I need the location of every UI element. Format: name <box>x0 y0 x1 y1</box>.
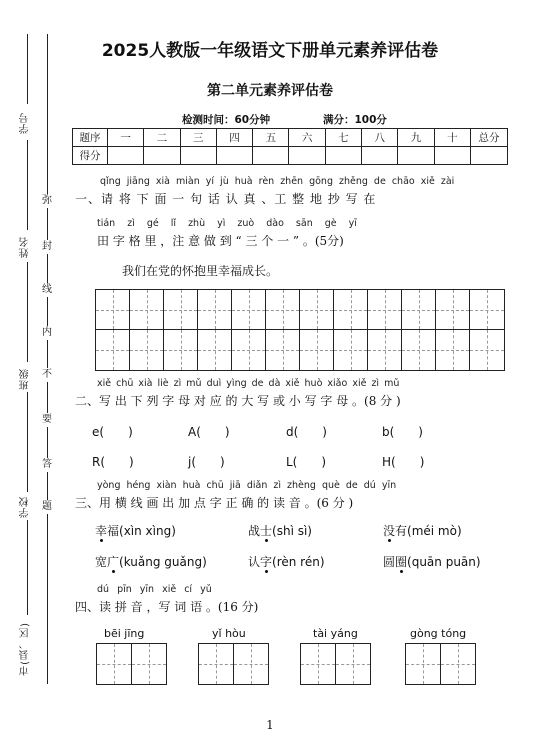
header-cell: 一 <box>108 129 144 147</box>
header-cell: 六 <box>289 129 325 147</box>
word-pinyin: yǐ hòu <box>212 627 246 640</box>
table-header-row <box>73 129 508 147</box>
letter-blank[interactable]: j( ) <box>188 455 225 469</box>
header-cell: 十 <box>434 129 470 147</box>
q1-sentence: 我们在党的怀抱里幸福成长。 <box>122 264 279 278</box>
letter-blank[interactable]: L( ) <box>286 455 327 469</box>
word-writing-box[interactable] <box>300 643 371 685</box>
word-pinyin: gòng tóng <box>410 627 467 640</box>
binding-line <box>47 34 48 684</box>
tian-cell[interactable] <box>199 644 234 684</box>
seal-char: 要 <box>42 414 52 425</box>
score-cell[interactable] <box>253 147 289 165</box>
score-cell[interactable] <box>289 147 325 165</box>
word-writing-box[interactable] <box>96 643 167 685</box>
score-cell[interactable] <box>144 147 180 165</box>
page-title: 2025人教版一年级语文下册单元素养评估卷 <box>101 41 439 61</box>
letter-blank[interactable]: R( ) <box>92 455 134 469</box>
tian-cell[interactable] <box>336 644 370 684</box>
tian-cell[interactable] <box>441 644 475 684</box>
q3-pinyin: yòng héng xiàn huà chū jiā diǎn zì zhèng què de dú yīn <box>97 480 397 491</box>
page-number: 1 <box>266 718 274 732</box>
dotted-char: 字 <box>260 555 273 569</box>
letter-blank[interactable]: d( ) <box>286 425 327 439</box>
item-prefix: 认 <box>248 555 261 569</box>
q2-pinyin: xiě chū xià liè zì mǔ duì yìng de dà xiě huò xiǎo xiě zì mǔ <box>97 378 400 389</box>
seal-char: 弥 <box>42 195 52 206</box>
q4-pinyin: dú pīn yīn xiě cí yǔ <box>97 584 212 595</box>
grid-cell[interactable] <box>368 330 402 370</box>
word-writing-box[interactable] <box>405 643 476 685</box>
copy-writing-grid[interactable] <box>95 289 505 371</box>
score-cell[interactable] <box>362 147 398 165</box>
score-cell[interactable] <box>398 147 434 165</box>
header-cell: 四 <box>216 129 252 147</box>
header-cell: 题序 <box>73 129 108 147</box>
class-label: 班级 <box>20 368 31 390</box>
tian-cell[interactable] <box>406 644 441 684</box>
grid-cell[interactable] <box>402 290 436 330</box>
header-cell: 五 <box>253 129 289 147</box>
q1-prompt-line2: 田 字 格 里 ，注 意 做 到 “ 三 个 一 ” 。(5分) <box>97 234 344 248</box>
score-cell[interactable] <box>180 147 216 165</box>
grid-cell[interactable] <box>300 330 334 370</box>
name-blank[interactable] <box>27 262 28 362</box>
grid-cell[interactable] <box>368 290 402 330</box>
header-cell: 二 <box>144 129 180 147</box>
grid-cell[interactable] <box>96 290 130 330</box>
q2-prompt: 二、写 出 下 列 字 母 对 应 的 大 写 或 小 写 字 母 。(8 分 ) <box>75 394 401 408</box>
seal-char: 不 <box>42 369 52 380</box>
word-writing-box[interactable] <box>198 643 269 685</box>
grid-cell[interactable] <box>130 290 164 330</box>
word-pinyin: bēi jīng <box>104 627 145 640</box>
dotted-char: 广 <box>107 555 120 569</box>
grid-cell[interactable] <box>96 330 130 370</box>
reading-item[interactable] <box>383 522 462 539</box>
test-time: 检测时间：60分钟 <box>182 114 271 126</box>
school-label: 学校 <box>20 496 31 518</box>
reading-item[interactable] <box>95 522 176 539</box>
q3-prompt: 三、用 横 线 画 出 加 点 字 正 确 的 读 音 。(6 分 ) <box>75 496 354 510</box>
seal-char: 答 <box>42 459 52 470</box>
grid-cell[interactable] <box>232 290 266 330</box>
item-prefix: 圆 <box>383 555 396 569</box>
unit-subtitle: 第二单元素养评估卷 <box>207 83 333 99</box>
reading-item[interactable] <box>383 553 481 570</box>
header-cell: 九 <box>398 129 434 147</box>
header-cell: 八 <box>362 129 398 147</box>
item-options: 福(xìn xìng) <box>107 524 176 538</box>
dotted-char: 圈 <box>395 555 408 569</box>
grid-cell[interactable] <box>164 330 198 370</box>
grid-cell[interactable] <box>334 290 368 330</box>
tian-cell[interactable] <box>301 644 336 684</box>
q4-prompt: 四、读 拼 音 ，写 词 语 。(16 分) <box>75 600 259 614</box>
score-row <box>73 147 508 165</box>
header-cell: 三 <box>180 129 216 147</box>
seal-char: 封 <box>42 241 52 252</box>
dotted-char: 没 <box>383 524 396 538</box>
item-prefix: 战 <box>248 524 261 538</box>
score-cell[interactable] <box>471 147 508 165</box>
grid-cell[interactable] <box>300 290 334 330</box>
item-prefix: 宽 <box>95 555 108 569</box>
grid-cell[interactable] <box>266 290 300 330</box>
letter-blank[interactable]: b( ) <box>382 425 423 439</box>
header-cell: 七 <box>325 129 361 147</box>
full-score: 满分：100分 <box>323 114 387 126</box>
score-table <box>72 128 508 165</box>
reading-item[interactable] <box>248 522 312 539</box>
grid-cell[interactable] <box>198 290 232 330</box>
tian-cell[interactable] <box>234 644 268 684</box>
grid-cell[interactable] <box>402 330 436 370</box>
item-options: (shì sì) <box>272 524 312 538</box>
word-pinyin: tài yáng <box>313 627 358 640</box>
grid-cell[interactable] <box>436 290 470 330</box>
student-id-label: 学号 <box>20 112 31 134</box>
district-label: 市(县、区) <box>20 622 31 676</box>
item-options: 有(méi mò) <box>395 524 462 538</box>
score-cell[interactable] <box>108 147 144 165</box>
grid-cell[interactable] <box>198 330 232 370</box>
grid-cell[interactable] <box>470 290 504 330</box>
grid-cell[interactable] <box>130 330 164 370</box>
header-cell: 总分 <box>471 129 508 147</box>
grid-cell[interactable] <box>436 330 470 370</box>
q1-pinyin-line2: tián zì gé lǐ zhù yì zuò dào sān gè yī <box>97 218 357 229</box>
item-options: (quān puān) <box>407 555 481 569</box>
grid-cell[interactable] <box>232 330 266 370</box>
dotted-char: 士 <box>260 524 273 538</box>
name-label: 姓名 <box>20 236 31 258</box>
dotted-char: 幸 <box>95 524 108 538</box>
score-cell[interactable] <box>325 147 361 165</box>
reading-item[interactable] <box>248 553 325 570</box>
letter-blank[interactable]: A( ) <box>188 425 230 439</box>
grid-cell[interactable] <box>164 290 198 330</box>
grid-cell[interactable] <box>334 330 368 370</box>
q1-pinyin-line1: qǐng jiāng xià miàn yí jù huà rèn zhēn gōng zhěng de chāo xiě zài <box>100 176 455 187</box>
seal-char: 题 <box>42 501 52 512</box>
class-blank[interactable] <box>27 392 28 492</box>
seal-char: 内 <box>42 327 52 338</box>
name-blank-top <box>27 140 28 230</box>
item-options: (rèn rén) <box>272 555 325 569</box>
row-label: 得分 <box>73 147 108 165</box>
school-blank[interactable] <box>27 520 28 615</box>
tian-cell[interactable] <box>97 644 132 684</box>
item-options: (kuǎng guǎng) <box>119 555 207 569</box>
letter-blank[interactable]: e( ) <box>92 425 133 439</box>
tian-cell[interactable] <box>132 644 166 684</box>
seal-char: 线 <box>42 284 52 295</box>
score-cell[interactable] <box>216 147 252 165</box>
grid-cell[interactable] <box>266 330 300 370</box>
score-cell[interactable] <box>434 147 470 165</box>
q1-prompt-line1: 一、请 将 下 面 一 句 话 认 真 、工 整 地 抄 写 在 <box>75 192 377 206</box>
grid-cell[interactable] <box>470 330 504 370</box>
reading-item[interactable] <box>95 553 207 570</box>
letter-blank[interactable]: H( ) <box>382 455 425 469</box>
